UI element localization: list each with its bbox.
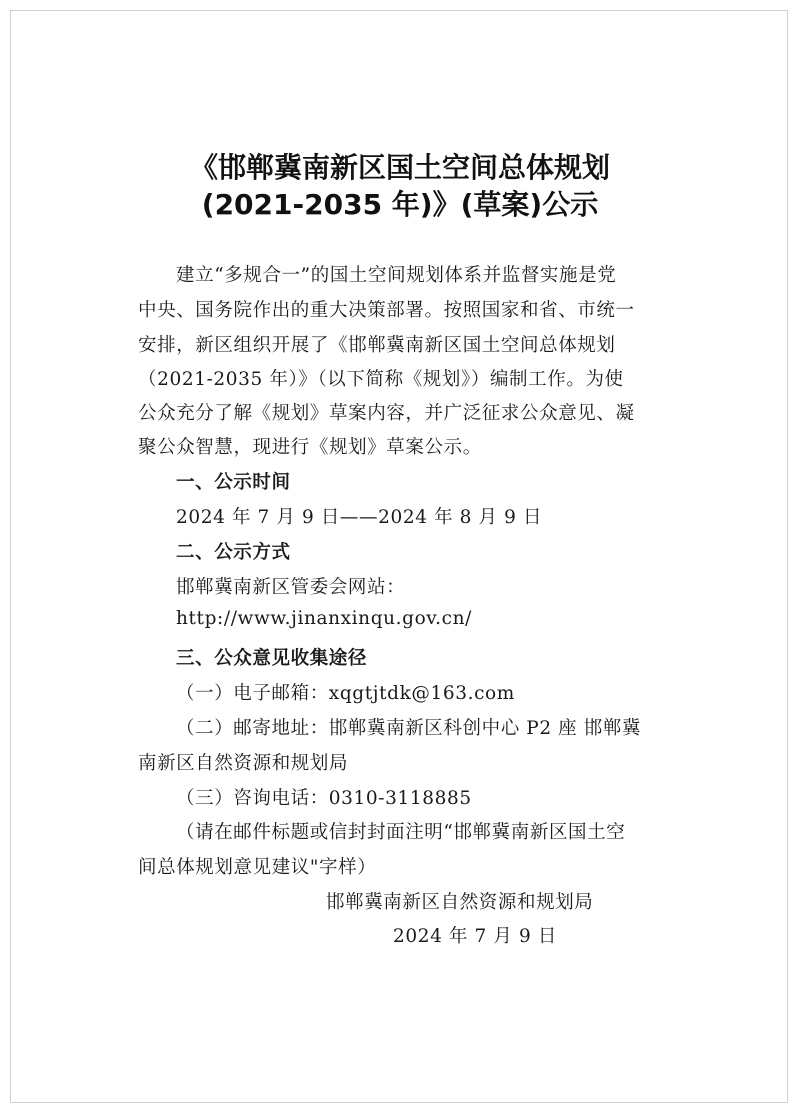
document-title-line-2: (2021-2035 年)》(草案)公示	[201, 188, 599, 221]
feedback-note-line-1: （请在邮件标题或信封封面注明“邯郸冀南新区国土空	[176, 822, 626, 843]
intro-paragraph-line-2: 中央、国务院作出的重大决策部署。按照国家和省、市统一	[138, 300, 635, 321]
intro-paragraph-line-1: 建立“多规合一”的国土空间规划体系并监督实施是党	[176, 265, 617, 286]
feedback-phone: （三）咨询电话：0310-3118885	[176, 788, 472, 809]
intro-paragraph-line-4: （2021-2035 年）》（以下简称《规划》）编制工作。为使	[138, 369, 624, 390]
website-label: 邯郸冀南新区管委会网站：	[176, 577, 406, 598]
signature-date: 2024 年 7 月 9 日	[393, 926, 557, 947]
feedback-mail-address-line-2: 南新区自然资源和规划局	[138, 753, 349, 774]
feedback-note-line-2: 间总体规划意见建议"字样）	[138, 857, 377, 878]
section-heading-publicity-time: 一、公示时间	[176, 472, 291, 493]
section-heading-feedback-channels: 三、公众意见收集途径	[176, 648, 368, 669]
website-url: http://www.jinanxinqu.gov.cn/	[176, 608, 472, 629]
intro-paragraph-line-3: 安排，新区组织开展了《邯郸冀南新区国土空间总体规划	[138, 335, 616, 356]
document-title-line-1: 《邯郸冀南新区国土空间总体规划	[189, 151, 610, 184]
feedback-email: （一）电子邮箱：xqgtjtdk@163.com	[176, 683, 515, 704]
intro-paragraph-line-5: 公众充分了解《规划》草案内容，并广泛征求公众意见、凝	[138, 403, 635, 424]
signature-organization: 邯郸冀南新区自然资源和规划局	[326, 892, 594, 913]
intro-paragraph-line-6: 聚公众智慧，现进行《规划》草案公示。	[138, 437, 482, 458]
feedback-mail-address-line-1: （二）邮寄地址：邯郸冀南新区科创中心 P2 座 邯郸冀	[176, 718, 642, 739]
section-heading-publicity-method: 二、公示方式	[176, 542, 291, 563]
publicity-time-range: 2024 年 7 月 9 日——2024 年 8 月 9 日	[176, 507, 543, 528]
